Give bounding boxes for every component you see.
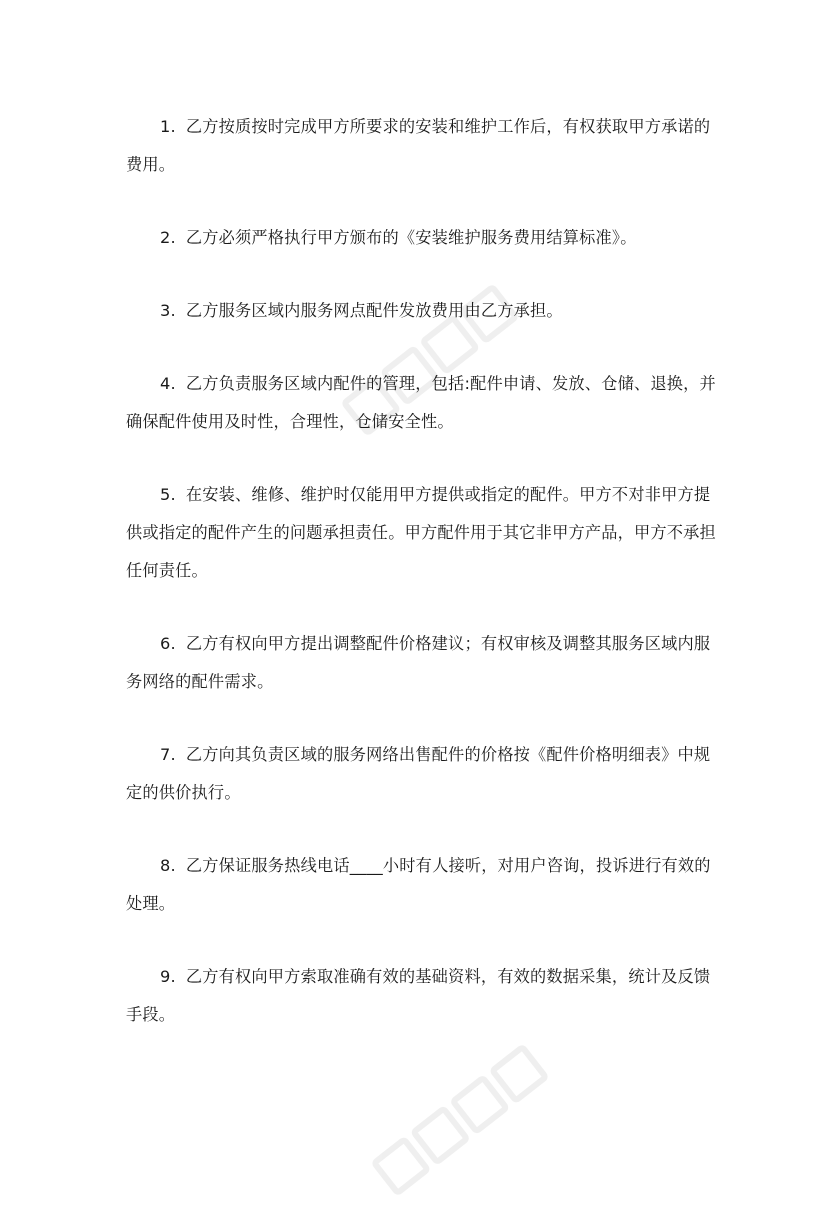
clause-5 — [126, 476, 716, 590]
clause-3 — [126, 292, 716, 330]
clause-7 — [126, 736, 716, 812]
clause-8 — [126, 847, 716, 923]
clause-number: 7. — [160, 745, 176, 764]
clause-text: 乙方向其负责区域的服务网络出售配件的价格按《配件价格明细表》中规定的供价执行。 — [126, 745, 711, 802]
clause-number: 8. — [160, 856, 176, 875]
clause-number: 3. — [160, 301, 176, 320]
clause-text: 乙方必须严格执行甲方颁布的《安装维护服务费用结算标准》。 — [185, 228, 637, 247]
clause-text: 乙方有权向甲方提出调整配件价格建议；有权审核及调整其服务区域内服务网络的配件需求。 — [126, 634, 711, 691]
clause-text: 乙方保证服务热线电话____小时有人接听，对用户咨询，投诉进行有效的处理。 — [126, 856, 711, 913]
clause-number: 5. — [160, 485, 176, 504]
clause-number: 6. — [160, 634, 176, 653]
clause-number: 4. — [160, 374, 176, 393]
clause-text: 乙方有权向甲方索取准确有效的基础资料，有效的数据采集，统计及反馈手段。 — [126, 967, 711, 1024]
clause-9 — [126, 958, 716, 1034]
clause-6 — [126, 625, 716, 701]
clause-number: 9. — [160, 967, 176, 986]
clause-4 — [126, 365, 716, 441]
clause-2 — [126, 219, 716, 257]
clause-text: 乙方按质按时完成甲方所要求的安装和维护工作后，有权获取甲方承诺的费用。 — [126, 117, 711, 174]
watermark-mark-icon — [409, 1105, 471, 1167]
clause-text: 乙方服务区域内服务网点配件发放费用由乙方承担。 — [185, 301, 563, 320]
clause-text: 在安装、维修、维护时仅能用甲方提供或指定的配件。甲方不对非甲方提供或指定的配件产生的问题承担责任。甲方配件用于其它非甲方产品，甲方不承担任何责任。 — [126, 485, 716, 580]
watermark-mark-icon — [449, 1074, 511, 1136]
clause-1 — [126, 108, 716, 184]
watermark-mark-icon — [370, 1135, 432, 1197]
clause-text: 乙方负责服务区域内配件的管理，包括:配件申请、发放、仓储、退换，并确保配件使用及时性，合理性，仓储安全性。 — [126, 374, 716, 431]
clause-list — [126, 108, 716, 1069]
clause-number: 1. — [160, 117, 176, 136]
clause-number: 2. — [160, 228, 176, 247]
